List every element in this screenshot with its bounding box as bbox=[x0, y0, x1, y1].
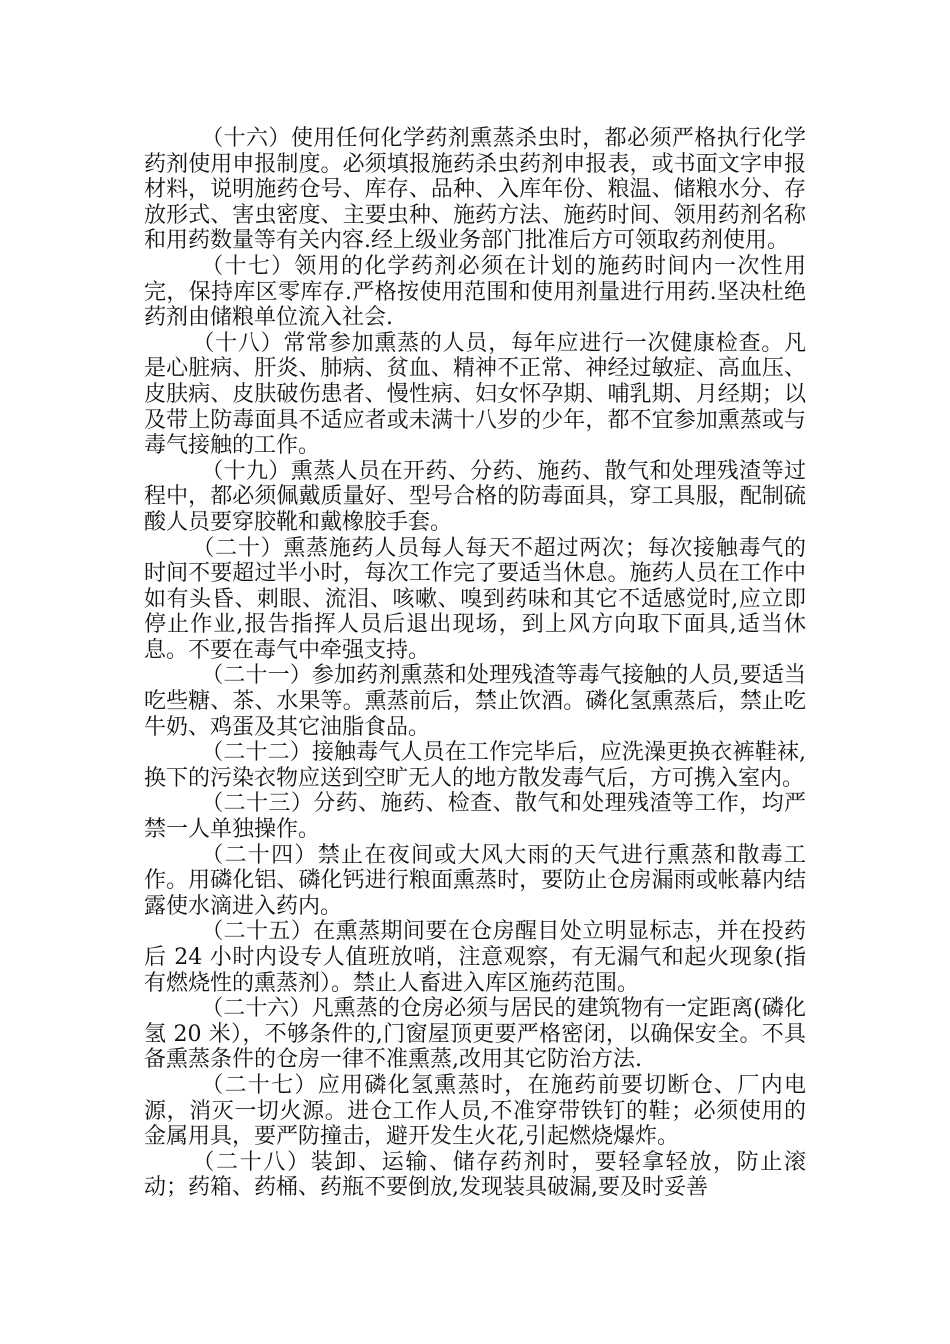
paragraph-18: （十八）常常参加熏蒸的人员，每年应进行一次健康检查。凡是心脏病、肝炎、肺病、贫血、精神不正常、神经过敏症、高血压、皮肤病、皮肤破伤患者、慢性病、妇女怀孕期、哺乳期、月经期；以及带上防毒面具不适应者或未满十八岁的少年，都不宜参加熏蒸或与毒气接触的工作。 bbox=[144, 330, 806, 459]
paragraph-27: （二十七）应用磷化氢熏蒸时，在施药前要切断仓、厂内电源，消灭一切火源。进仓工作人员,不准穿带铁钉的鞋；必须使用的金属用具，要严防撞击，避开发生火花,引起燃烧爆炸。 bbox=[144, 1072, 806, 1150]
paragraph-22: （二十二）接触毒气人员在工作完毕后，应洗澡更换衣裤鞋袜,换下的污染衣物应送到空旷无人的地方散发毒气后，方可携入室内。 bbox=[144, 740, 806, 791]
paragraph-20: （二十）熏蒸施药人员每人每天不超过两次；每次接触毒气的时间不要超过半小时，每次工作完了要适当休息。施药人员在工作中如有头昏、刺眼、流泪、咳嗽、嗅到药味和其它不适感觉时,应立即停止作业,报告指挥人员后退出现场，到上风方向取下面具,适当休息。不要在毒气中牵强支持。 bbox=[144, 535, 806, 663]
document-page bbox=[144, 126, 806, 1201]
paragraph-17: （十七）领用的化学药剂必须在计划的施药时间内一次性用完，保持库区零库存.严格按使用范围和使用剂量进行用药.坚决杜绝药剂由储粮单位流入社会. bbox=[144, 253, 806, 331]
paragraph-23: （二十三）分药、施药、检查、散气和处理残渣等工作，均严禁一人单独操作。 bbox=[144, 791, 806, 843]
paragraph-19: （十九）熏蒸人员在开药、分药、施药、散气和处理残渣等过程中，都必须佩戴质量好、型号合格的防毒面具，穿工具服，配制硫酸人员要穿胶靴和戴橡胶手套。 bbox=[144, 458, 806, 535]
paragraph-16: （十六）使用任何化学药剂熏蒸杀虫时，都必须严格执行化学药剂使用申报制度。必须填报施药杀虫药剂申报表，或书面文字申报材料，说明施药仓号、库存、品种、入库年份、粮温、储粮水分、存放形式、害虫密度、主要虫种、施药方法、施药时间、领用药剂名称和用药数量等有关内容.经上级业务部门批准后方可领取药剂使用。 bbox=[144, 126, 806, 254]
paragraph-25: （二十五）在熏蒸期间要在仓房醒目处立明显标志，并在投药后 24 小时内设专人值班放哨，注意观察，有无漏气和起火现象(指有燃烧性的熏蒸剂）。禁止人畜进入库区施药范围。 bbox=[144, 919, 806, 996]
paragraph-26: （二十六）凡熏蒸的仓房必须与居民的建筑物有一定距离(磷化氢 20 米），不够条件的,门窗屋顶更要严格密闭，以确保安全。不具备熏蒸条件的仓房一律不准熏蒸,改用其它防治方法. bbox=[144, 996, 806, 1073]
paragraph-21: （二十一）参加药剂熏蒸和处理残渣等毒气接触的人员,要适当吃些糖、茶、水果等。熏蒸前后，禁止饮酒。磷化氢熏蒸后，禁止吃牛奶、鸡蛋及其它油脂食品。 bbox=[144, 663, 806, 740]
paragraph-28: （二十八）装卸、运输、储存药剂时，要轻拿轻放，防止滚动；药箱、药桶、药瓶不要倒放,发现装具破漏,要及时妥善 bbox=[144, 1149, 806, 1201]
paragraph-24: （二十四）禁止在夜间或大风大雨的天气进行熏蒸和散毒工作。用磷化铝、磷化钙进行粮面熏蒸时，要防止仓房漏雨或帐幕内结露使水滴进入药内。 bbox=[144, 842, 806, 919]
